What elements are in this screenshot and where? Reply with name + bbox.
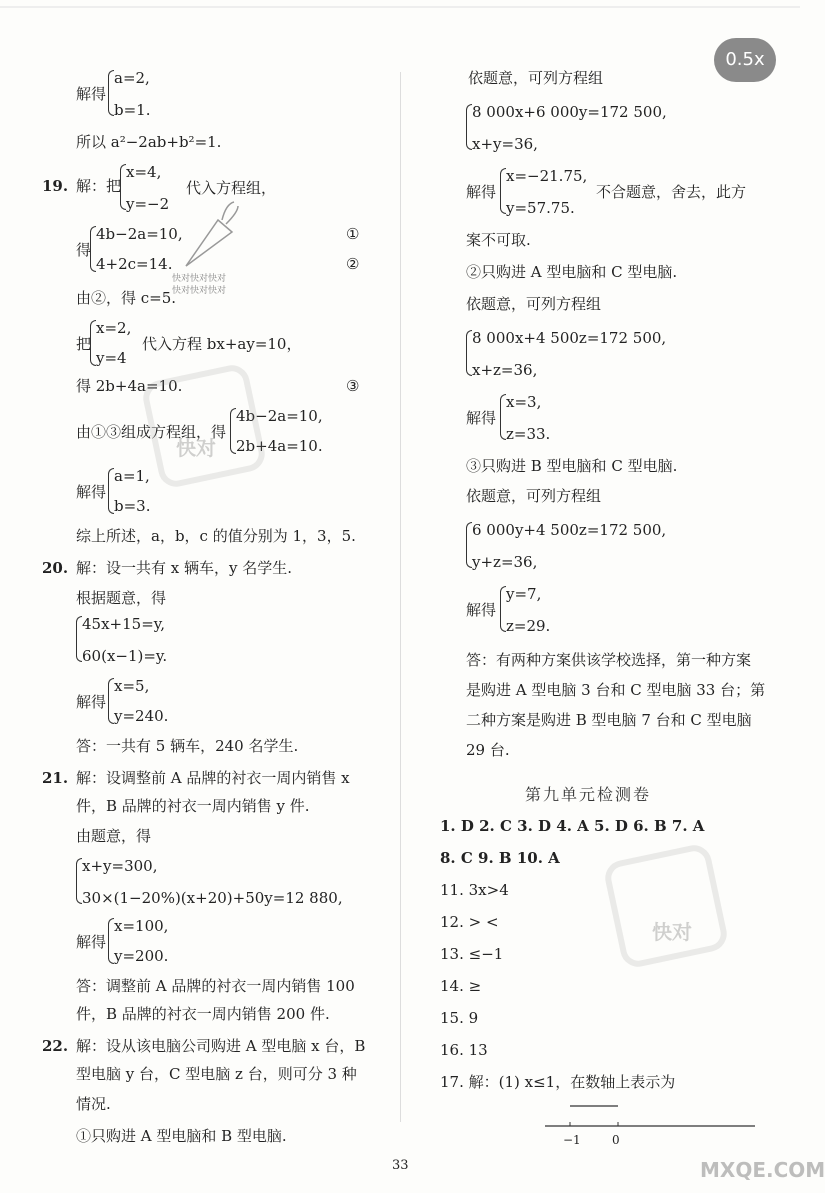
r-x2: x=3,	[506, 393, 542, 411]
r-answer4: 29 台.	[466, 741, 510, 759]
q19-eq2: 4+2c=14.	[96, 255, 173, 273]
q19-x2: x=2,	[96, 319, 132, 337]
q20-x: x=5,	[114, 677, 150, 695]
r-answer3: 二种方案是购进 B 型电脑 7 台和 C 型电脑	[466, 711, 752, 729]
r-y: y=57.75.	[506, 199, 575, 217]
conclusion: 所以 a²−2ab+b²=1.	[76, 133, 222, 151]
r-e2: x+y=36,	[472, 135, 538, 153]
axis-label-0: 0	[612, 1133, 620, 1147]
answer-12: 12. > <	[440, 913, 499, 931]
q19-s2: 2b+4a=10.	[236, 437, 323, 455]
r-answer1: 答：有两种方案供该学校选择，第一种方案	[466, 651, 752, 669]
q19-sub: 代入方程组，	[186, 179, 277, 197]
answer-17: 17. 解：(1) x≤1，在数轴上表示为	[440, 1073, 676, 1091]
q19-ba: 把	[76, 335, 92, 353]
r-not2: 案不可取.	[466, 231, 531, 249]
q19-s1: 4b−2a=10,	[236, 407, 323, 425]
r-yi2: 依题意，可列方程组	[466, 295, 602, 313]
playback-speed-badge[interactable]: 0.5x	[714, 38, 776, 82]
r-not1: 不合题意，舍去，此方	[596, 183, 747, 201]
q19-intro: 解：把	[76, 177, 122, 195]
site-watermark: MXQE.COM	[700, 1158, 825, 1182]
q19-eq3: 得 2b+4a=10.	[76, 377, 183, 395]
watermark-text: 快对	[652, 920, 692, 944]
marker-1: ①	[346, 225, 360, 243]
q19-a: a=1,	[114, 467, 150, 485]
solve-label: 解得	[76, 85, 107, 103]
q21-line1: 解：设调整前 A 品牌的衬衣一周内销售 x	[76, 769, 350, 787]
q19-x: x=4,	[126, 163, 162, 181]
solution-b: b=1.	[114, 101, 151, 119]
q21-yi: 由题意，得	[76, 827, 152, 845]
q20-e1: 45x+15=y,	[82, 615, 166, 633]
answer-15: 15. 9	[440, 1009, 479, 1027]
q21-e1: x+y=300,	[82, 857, 158, 875]
q19-de: 得	[76, 241, 92, 259]
page-number: 33	[392, 1158, 409, 1173]
solve-label: 解得	[76, 933, 107, 951]
marker-2: ②	[346, 255, 360, 273]
q21-answer2: 件，B 品牌的衬衣一周内销售 200 件.	[76, 1005, 330, 1023]
watermark-text: 快对	[176, 436, 216, 460]
q21-line2: 件，B 品牌的衬衣一周内销售 y 件.	[76, 797, 310, 815]
solve-label: 解得	[466, 183, 497, 201]
q21-answer1: 答：调整前 A 品牌的衬衣一周内销售 100	[76, 977, 355, 995]
question-number-21: 21.	[42, 769, 69, 787]
r-yi3: 依题意，可列方程组	[466, 487, 602, 505]
watermark-small-text: 快对快对快对	[172, 274, 227, 284]
q19-summary: 综上所述，a，b，c 的值分别为 1，3，5.	[76, 527, 356, 545]
r-answer2: 是购进 A 型电脑 3 台和 C 型电脑 33 台；第	[466, 681, 766, 699]
top-edge	[0, 6, 800, 8]
q19-sub2: 代入方程 bx+ay=10，	[142, 335, 302, 353]
watermark-small-text: 快对快对快对	[172, 286, 227, 296]
r-f2: x+z=36,	[472, 361, 538, 379]
solve-label: 解得	[76, 693, 107, 711]
question-number-20: 20.	[42, 559, 69, 577]
q19-y: y=−2	[126, 195, 170, 213]
q19-combine: 由①③组成方程组，得	[76, 423, 227, 441]
r-case3: ③只购进 B 型电脑和 C 型电脑.	[466, 457, 678, 475]
answer-11: 11. 3x>4	[440, 881, 509, 899]
marker-3: ③	[346, 377, 360, 395]
r-case2: ②只购进 A 型电脑和 C 型电脑.	[466, 263, 678, 281]
q21-x: x=100,	[114, 917, 169, 935]
q19-b: b=3.	[114, 497, 151, 515]
q19-c: 由②，得 c=5.	[76, 289, 177, 307]
q20-intro: 解：设一共有 x 辆车，y 名学生.	[76, 559, 293, 577]
q22-line2: 型电脑 y 台，C 型电脑 z 台，则可分 3 种	[76, 1065, 357, 1083]
answer-14: 14. ≥	[440, 977, 482, 995]
r-yi: 依题意，可列方程组	[468, 69, 604, 87]
q22-line3: 情况.	[76, 1095, 111, 1113]
r-x: x=−21.75,	[506, 167, 588, 185]
solve-label: 解得	[466, 601, 497, 619]
question-number-22: 22.	[42, 1037, 69, 1055]
carrot-mascot-icon	[176, 198, 240, 272]
r-g1: 6 000y+4 500z=172 500,	[472, 521, 667, 539]
q19-y2: y=4	[96, 349, 127, 367]
r-g2: y+z=36,	[472, 553, 538, 571]
axis-label-minus1: −1	[563, 1133, 581, 1147]
question-number-19: 19.	[42, 177, 69, 195]
q21-e2: 30×(1−20%)(x+20)+50y=12 880,	[82, 889, 343, 907]
q19-eq1: 4b−2a=10,	[96, 225, 183, 243]
mc-answers-2: 8. C 9. B 10. A	[440, 849, 560, 867]
q22-line1: 解：设从该电脑公司购进 A 型电脑 x 台，B	[76, 1037, 366, 1055]
column-divider	[400, 72, 401, 1122]
r-e1: 8 000x+6 000y=172 500,	[472, 103, 667, 121]
r-f1: 8 000x+4 500z=172 500,	[472, 329, 667, 347]
q20-e2: 60(x−1)=y.	[82, 647, 168, 665]
watermark-stamp	[602, 842, 730, 970]
watermark-stamp	[140, 362, 268, 490]
answer-16: 16. 13	[440, 1041, 488, 1059]
r-z3: z=29.	[506, 617, 551, 635]
q21-y: y=200.	[114, 947, 169, 965]
solve-label: 解得	[466, 409, 497, 427]
q20-answer: 答：一共有 5 辆车，240 名学生.	[76, 737, 299, 755]
q20-yi: 根据题意，得	[76, 589, 167, 607]
mc-answers-1: 1. D 2. C 3. D 4. A 5. D 6. B 7. A	[440, 817, 705, 835]
solution-a: a=2,	[114, 69, 150, 87]
answer-13: 13. ≤−1	[440, 945, 504, 963]
q20-y: y=240.	[114, 707, 169, 725]
solve-label: 解得	[76, 483, 107, 501]
section-heading: 第九单元检测卷	[525, 785, 652, 804]
r-z2: z=33.	[506, 425, 551, 443]
q22-line4: ①只购进 A 型电脑和 B 型电脑.	[76, 1127, 287, 1145]
r-y3: y=7,	[506, 585, 542, 603]
